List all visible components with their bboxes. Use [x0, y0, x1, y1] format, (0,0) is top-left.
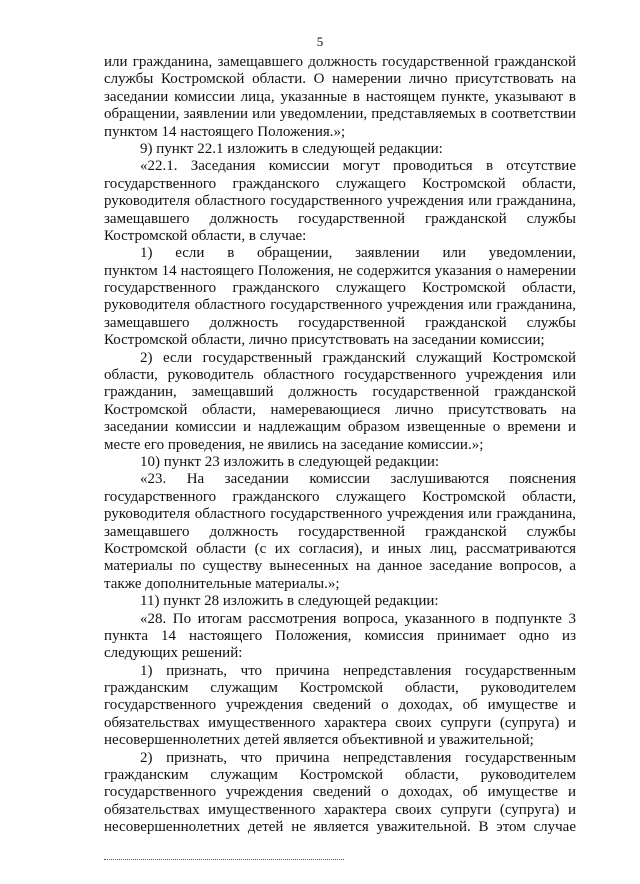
text-line: пунктом 14 настоящего Положения, не содержится указания о намерении: [104, 262, 576, 279]
text-line: или гражданина, замещавшего должность государственной гражданской: [104, 54, 576, 70]
text-line: месте его проведения, не явились на заседание комиссии.»;: [104, 436, 484, 453]
text-line: 2) признать, что причина непредставления государственным: [140, 749, 576, 766]
text-line: руководителя областного государственного учреждения или гражданина,: [104, 297, 576, 314]
text-line: следующих решений:: [104, 645, 243, 662]
text-line: «22.1. Заседания комиссии могут проводиться в отсутствие: [140, 158, 576, 175]
text-line: 10) пункт 23 изложить в следующей редакции:: [140, 453, 440, 470]
text-line: гражданским служащим Костромской области, руководителем: [104, 767, 576, 784]
text-line: обращении, заявлении или уведомлении, представляемых в соответствии: [104, 106, 576, 123]
text-line: государственного учреждения сведений о доходах, об имуществе и: [104, 697, 576, 714]
text-line: государственного учреждения сведений о доходах, об имуществе и: [104, 784, 576, 801]
text-line: «23. На заседании комиссии заслушиваются пояснения: [140, 471, 576, 488]
text-line: пунктом 14 настоящего Положения.»;: [104, 123, 346, 140]
text-line: Костромской области, лично присутствовать на заседании комиссии;: [104, 332, 545, 349]
text-line: Костромской области (с их согласия), и иных лиц, рассматриваются: [104, 540, 576, 557]
text-line: области, руководитель областного государственного учреждения или: [104, 367, 576, 384]
text-line: 2) если государственный гражданский служащий Костромской: [140, 349, 576, 366]
text-line: 1) признать, что причина непредставления государственным: [140, 662, 576, 679]
text-line: гражданин, замещавший должность государственной гражданской: [104, 384, 576, 401]
text-line: пункта 14 настоящего Положения, комиссия принимает одно из: [104, 627, 576, 644]
text-line: обязательствах имущественного характера своих супруги (супруга) и: [104, 714, 576, 731]
text-line: государственного гражданского служащего Костромской области,: [104, 175, 576, 192]
text-line: 1) если в обращении, заявлении или уведомлении,: [140, 245, 576, 262]
text-line: руководителя областного государственного учреждения или гражданина,: [104, 193, 576, 210]
text-line: заседании комиссии лица, указанные в настоящем пункте, указывают в: [104, 88, 576, 105]
text-line: государственного гражданского служащего Костромской области,: [104, 280, 576, 297]
text-line: замещавшего должность государственной гражданской службы: [104, 523, 576, 540]
text-line: «28. По итогам рассмотрения вопроса, указанного в подпункте 3: [140, 610, 576, 627]
document-body: [104, 54, 576, 837]
text-line: несовершеннолетних детей не является уважительной. В этом случае: [104, 819, 576, 836]
text-line: замещавшего должность государственной гражданской службы: [104, 314, 576, 331]
text-line: государственного гражданского служащего Костромской области,: [104, 488, 576, 505]
text-line: замещавшего должность государственной гражданской службы: [104, 210, 576, 227]
text-line: 11) пункт 28 изложить в следующей редакции:: [140, 593, 439, 610]
text-line: 9) пункт 22.1 изложить в следующей редакции:: [140, 140, 443, 157]
footer-divider: [104, 859, 344, 860]
text-line: гражданским служащим Костромской области, руководителем: [104, 680, 576, 697]
text-line: руководителя областного государственного учреждения или гражданина,: [104, 506, 576, 523]
text-line: обязательствах имущественного характера своих супруги (супруга) и: [104, 801, 576, 818]
text-line: службы Костромской области. О намерении лично присутствовать на: [104, 71, 576, 88]
page-number: 5: [316, 34, 324, 49]
text-line: Костромской области, намеревающиеся лично присутствовать на: [104, 401, 576, 418]
text-line: Костромской области, в случае:: [104, 227, 307, 244]
text-line: несовершеннолетних детей является объективной и уважительной;: [104, 732, 534, 749]
text-line: также дополнительные материалы.»;: [104, 575, 340, 592]
text-line: материалы по существу вынесенных на данное заседание вопросов, а: [104, 558, 576, 575]
text-line: заседании комиссии и надлежащим образом извещенные о времени и: [104, 419, 576, 436]
